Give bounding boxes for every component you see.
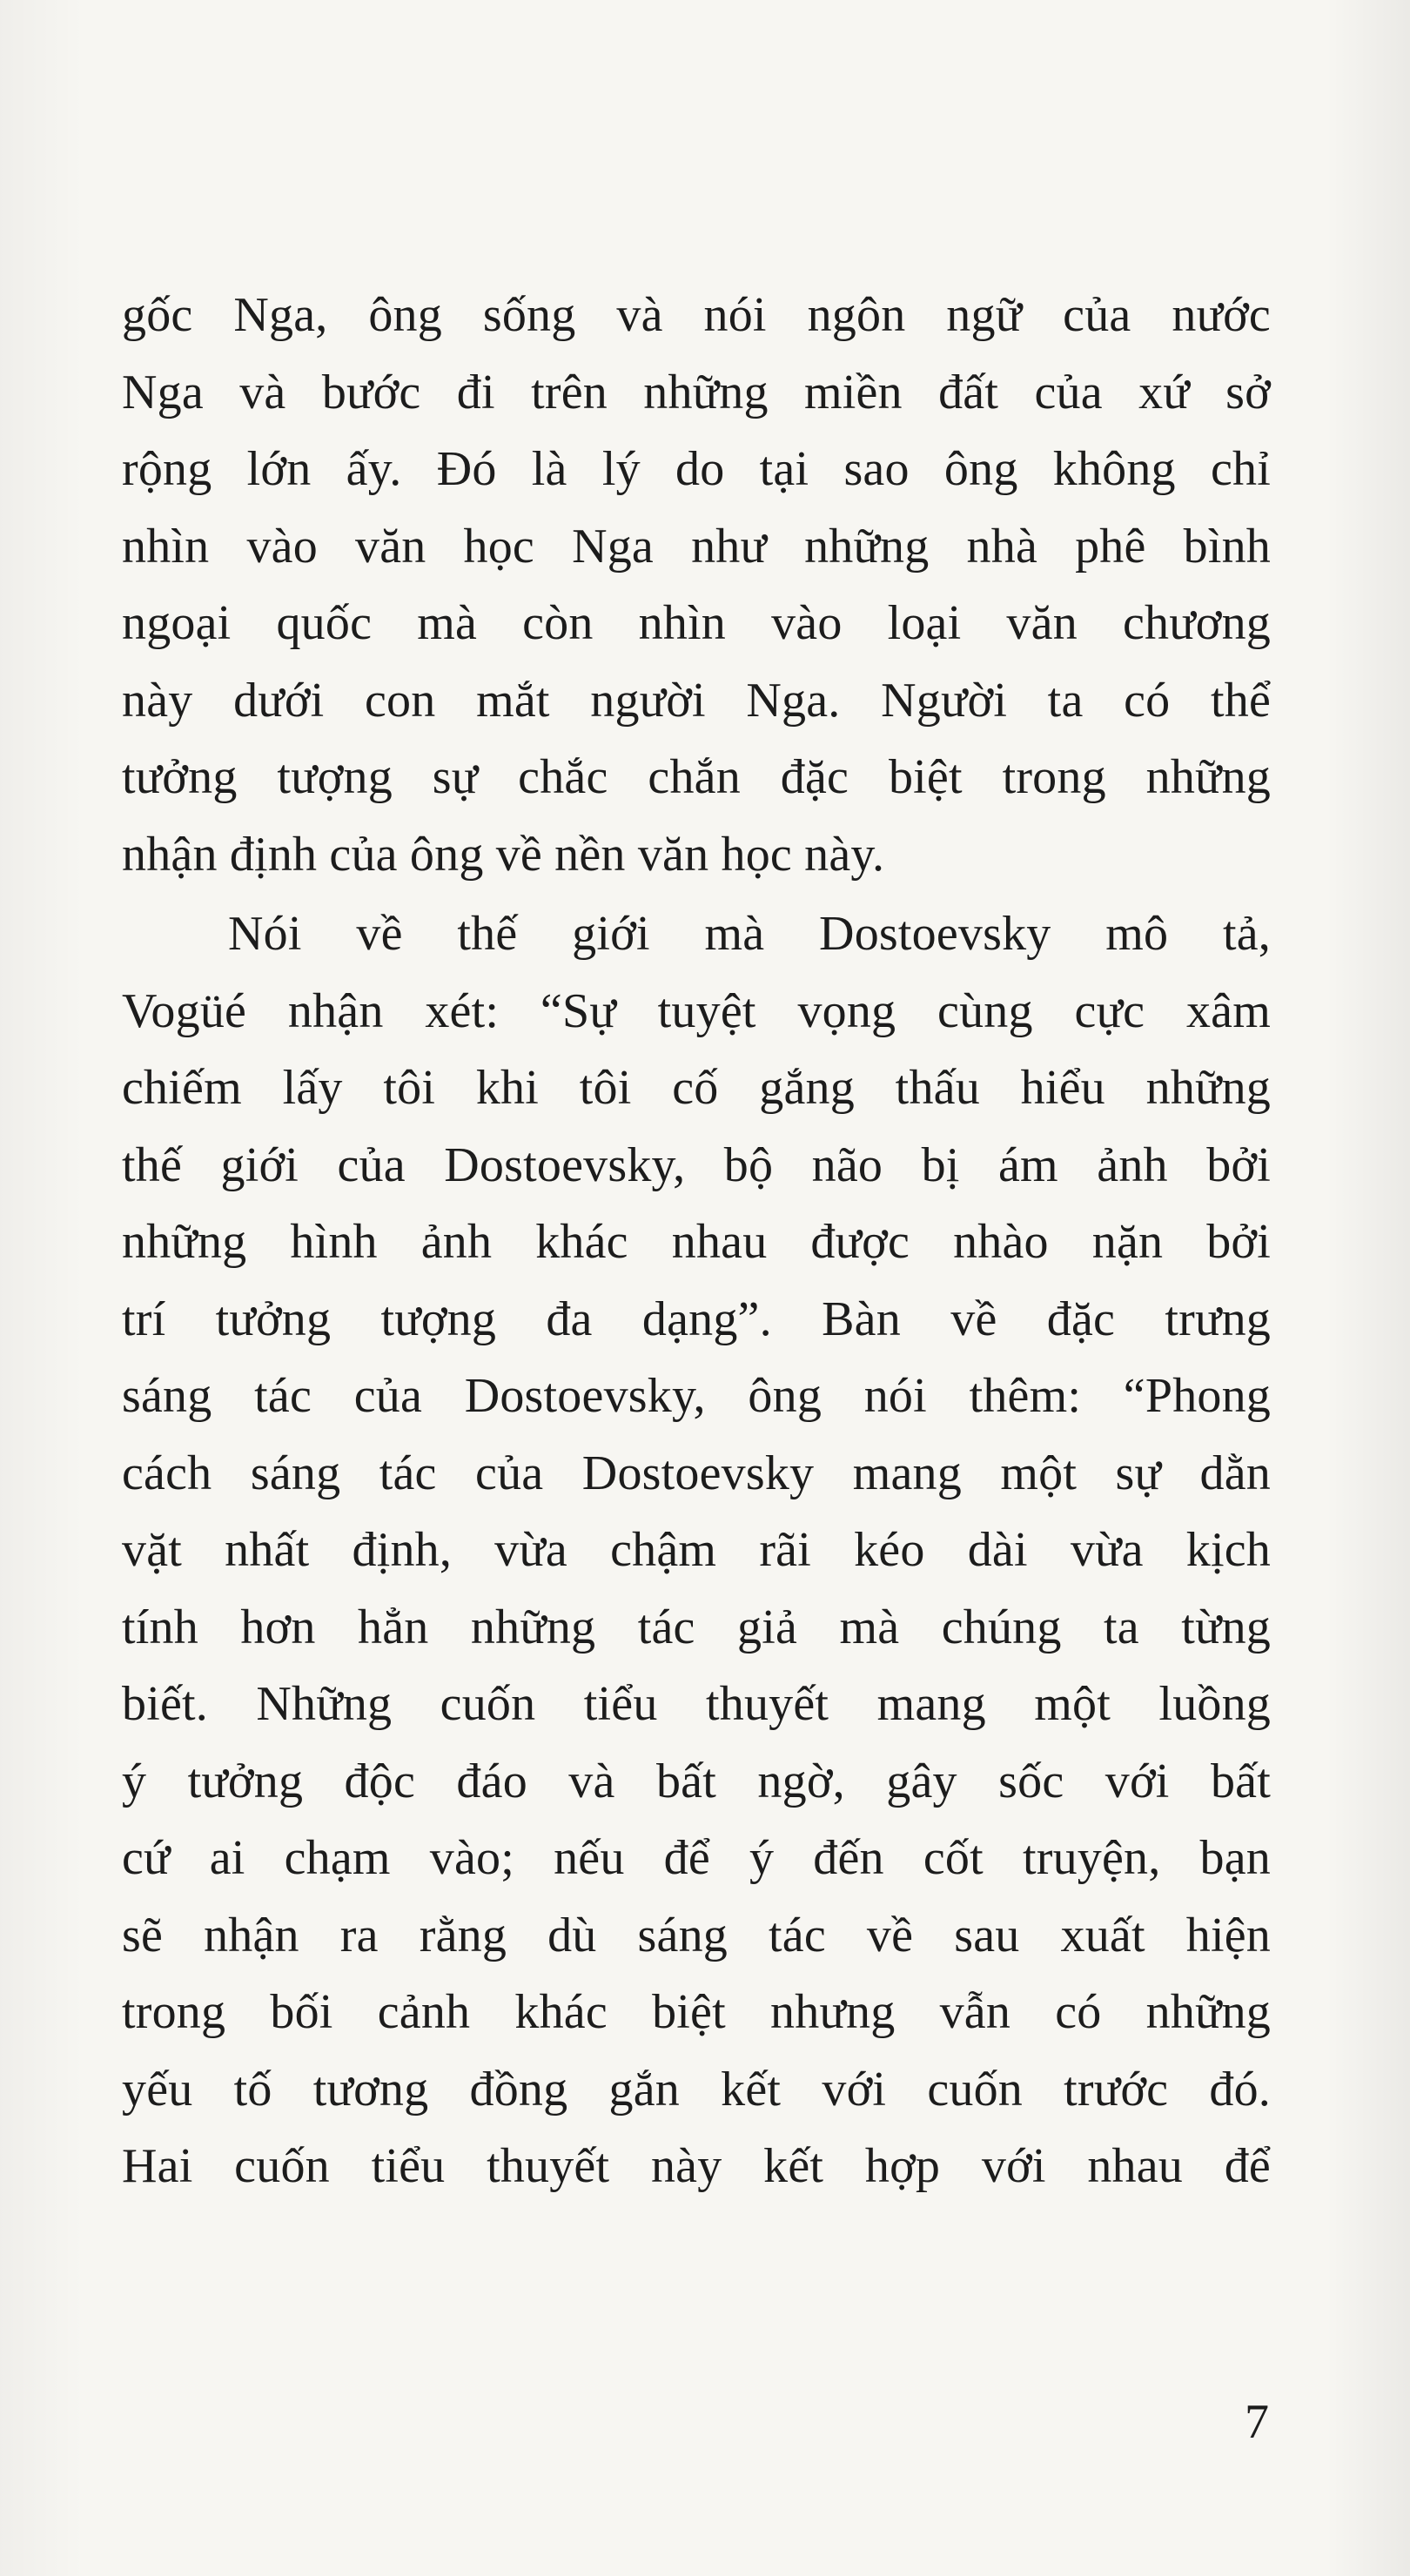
text-line: này dưới con mắt người Nga. Người ta có thể — [122, 673, 1271, 728]
text-line: biết. Những cuốn tiểu thuyết mang một luồng — [122, 1677, 1271, 1731]
text-line: sẽ nhận ra rằng dù sáng tác về sau xuất hiện — [122, 1908, 1271, 1962]
body-text — [122, 277, 1271, 2205]
text-line: trí tưởng tượng đa dạng”. Bàn về đặc trưng — [122, 1291, 1271, 1346]
paragraph-2 — [122, 896, 1271, 2205]
text-line: Nga và bước đi trên những miền đất của xứ sở — [122, 365, 1271, 419]
text-line: vặt nhất định, vừa chậm rãi kéo dài vừa kịch — [122, 1523, 1271, 1577]
text-line: trong bối cảnh khác biệt nhưng vẫn có những — [122, 1985, 1271, 2039]
text-line: cách sáng tác của Dostoevsky mang một sự dằn — [122, 1446, 1271, 1500]
text-line: ngoại quốc mà còn nhìn vào loại văn chương — [122, 596, 1271, 650]
text-line: nhìn vào văn học Nga như những nhà phê bình — [122, 519, 1271, 574]
text-line: cứ ai chạm vào; nếu để ý đến cốt truyện, bạn — [122, 1831, 1271, 1885]
text-line: Vogüé nhận xét: “Sự tuyệt vọng cùng cực xâm — [122, 983, 1271, 1038]
text-line: nhận định của ông về nền văn học này. — [122, 827, 885, 882]
text-line: sáng tác của Dostoevsky, ông nói thêm: “Phong — [122, 1369, 1271, 1423]
text-line: tưởng tượng sự chắc chắn đặc biệt trong những — [122, 750, 1271, 804]
page-number: 7 — [1245, 2395, 1269, 2449]
text-line: gốc Nga, ông sống và nói ngôn ngữ của nước — [122, 288, 1271, 342]
text-line: tính hơn hẳn những tác giả mà chúng ta từng — [122, 1600, 1271, 1654]
text-line: Nói về thế giới mà Dostoevsky mô tả, — [228, 907, 1271, 961]
paragraph-1 — [122, 277, 1271, 893]
text-line: thế giới của Dostoevsky, bộ não bị ám ảnh bởi — [122, 1137, 1271, 1192]
text-line: yếu tố tương đồng gắn kết với cuốn trước đó. — [122, 2062, 1271, 2116]
text-line: Hai cuốn tiểu thuyết này kết hợp với nhau để — [122, 2139, 1271, 2193]
text-line: ý tưởng độc đáo và bất ngờ, gây sốc với bất — [122, 1754, 1271, 1808]
text-line: những hình ảnh khác nhau được nhào nặn bởi — [122, 1215, 1271, 1269]
text-line: chiếm lấy tôi khi tôi cố gắng thấu hiểu những — [122, 1061, 1271, 1115]
text-line: rộng lớn ấy. Đó là lý do tại sao ông không chỉ — [122, 442, 1271, 496]
